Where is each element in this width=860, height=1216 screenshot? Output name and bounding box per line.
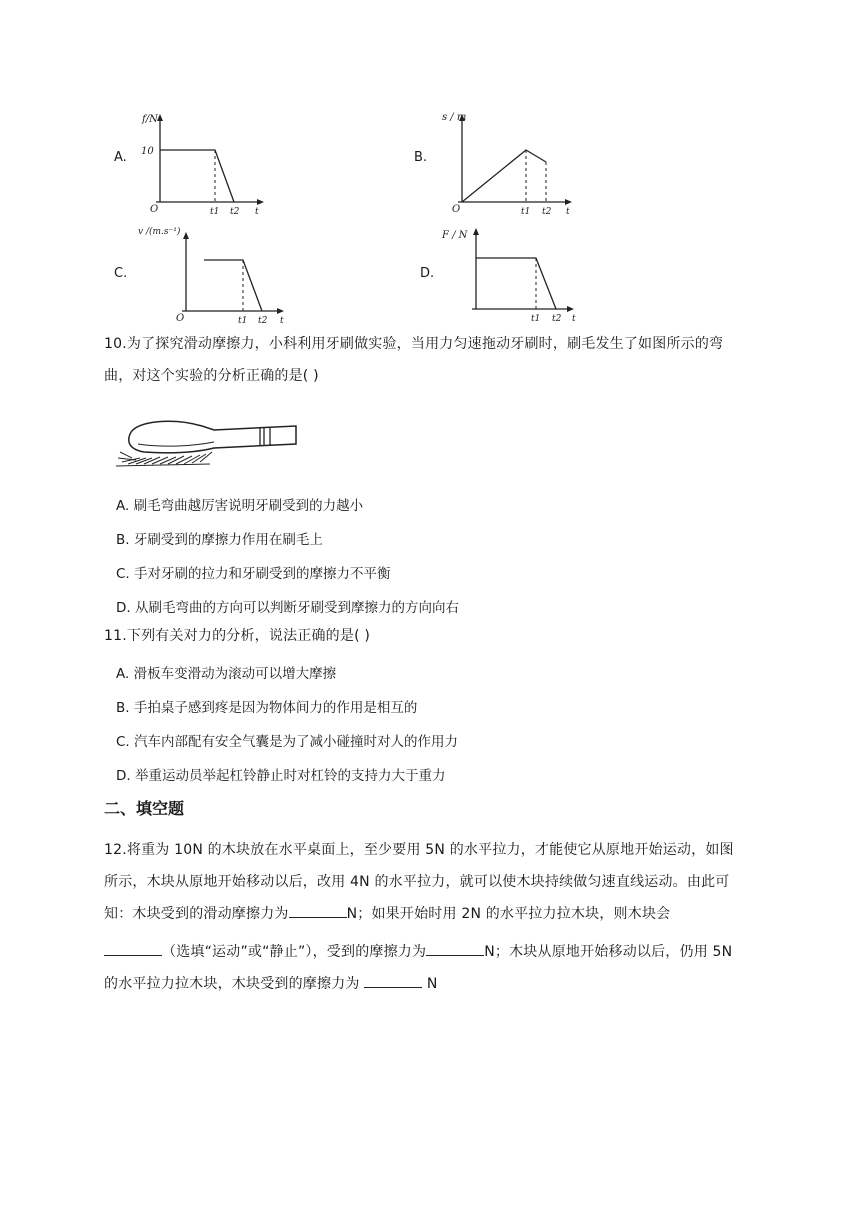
toothbrush-inner-line <box>138 442 214 446</box>
q12-line-3-text-b: N；如果开始时用 2N 的水平拉力拉木块，则木块会 <box>346 906 671 922</box>
option-d-letter: D. <box>420 266 435 281</box>
graph-a <box>138 110 288 215</box>
q11-choice-c: C. 汽车内部配有安全气囊是为了减小碰撞时对人的作用力 <box>116 734 459 750</box>
q10-choice-d: D. 从刷毛弯曲的方向可以判断牙刷受到摩擦力的方向向右 <box>116 600 459 616</box>
graph-b-y-label: s / m <box>442 112 467 123</box>
graph-b-line <box>462 150 546 202</box>
q12-line-5-text-a: 的水平拉力拉木块，木块受到的摩擦力为 <box>104 976 365 992</box>
graph-d-t-label: t <box>572 314 576 324</box>
q10-stem-line-1: 10.为了探究滑动摩擦力，小科利用牙刷做实验，当用力匀速拖动牙刷时，刷毛发生了如图所示的弯 <box>104 336 724 352</box>
blank-4[interactable] <box>364 973 422 988</box>
graph-a-x-arrow <box>257 199 264 205</box>
graph-d-line <box>476 258 556 309</box>
q10-stem-line-2: 曲，对这个实验的分析正确的是( ) <box>104 368 319 384</box>
graph-d-t2: t2 <box>552 314 562 324</box>
graph-a-y-arrow <box>157 114 163 121</box>
q12-line-3 <box>104 898 670 930</box>
toothbrush-bristles <box>116 452 212 466</box>
option-b-letter: B. <box>414 150 428 165</box>
q10-choice-a: A. 刷毛弯曲越厉害说明牙刷受到的力越小 <box>116 498 364 514</box>
q12-line-5-text-b: N <box>422 976 438 992</box>
graph-c-t2: t2 <box>258 316 268 326</box>
graph-a-y-tick: 10 <box>141 146 154 157</box>
graph-a-line <box>160 150 234 202</box>
graph-c-line <box>204 260 262 311</box>
graph-d-y-label: F / N <box>442 230 468 241</box>
graph-b <box>440 110 590 215</box>
blank-1[interactable] <box>289 903 347 918</box>
q11-choice-b: B. 手拍桌子感到疼是因为物体间力的作用是相互的 <box>116 700 418 716</box>
blank-3[interactable] <box>426 941 484 956</box>
q12-line-4-text-a: （选填“运动”或“静止”），受到的摩擦力为 <box>162 944 427 960</box>
graph-a-svg <box>138 110 288 215</box>
graph-c-y-arrow <box>183 232 189 239</box>
graph-a-origin: O <box>150 204 159 215</box>
q11-stem: 11.下列有关对力的分析，说法正确的是( ) <box>104 628 371 644</box>
graph-b-origin: O <box>452 204 461 215</box>
graph-d-y-arrow <box>473 228 479 235</box>
q12-line-2: 所示，木块从原地开始移动以后，改用 4N 的水平拉力，就可以使木块持续做匀速直线运动。由此可 <box>104 874 730 890</box>
option-a-letter: A. <box>114 150 127 165</box>
option-c-letter: C. <box>114 266 128 281</box>
graph-c-t-label: t <box>280 316 284 326</box>
graph-b-x-arrow <box>565 199 572 205</box>
graph-a-t2: t2 <box>230 207 240 217</box>
q11-choice-d: D. 举重运动员举起杠铃静止时对杠铃的支持力大于重力 <box>116 768 446 784</box>
graph-c <box>138 222 298 324</box>
graph-d-svg <box>438 222 598 324</box>
graph-a-t1: t1 <box>210 207 220 217</box>
graph-c-t1: t1 <box>238 316 248 326</box>
graph-b-svg <box>440 110 590 215</box>
q10-choice-c: C. 手对牙刷的拉力和牙刷受到的摩擦力不平衡 <box>116 566 391 582</box>
graph-d-x-arrow <box>567 306 574 312</box>
graph-c-svg <box>138 222 298 324</box>
q12-line-4-text-b: N；木块从原地开始移动以后，仍用 5N <box>484 944 733 960</box>
toothbrush-figure <box>114 414 304 474</box>
blank-2[interactable] <box>104 941 162 956</box>
graph-c-y-label: v /(m.s⁻¹) <box>138 227 181 237</box>
graph-b-t-label: t <box>566 207 570 217</box>
graph-a-y-label: f/N <box>142 114 158 125</box>
graph-b-t1: t1 <box>521 207 531 217</box>
q12-line-3-text-a: 知：木块受到的滑动摩擦力为 <box>104 906 289 922</box>
toothbrush-svg <box>114 414 304 474</box>
toothbrush-body <box>129 421 296 452</box>
q10-choice-b: B. 牙刷受到的摩擦力作用在刷毛上 <box>116 532 323 548</box>
graph-a-t-label: t <box>255 207 259 217</box>
graph-c-origin: O <box>176 313 185 324</box>
graph-d <box>438 222 598 324</box>
section-title: 二、填空题 <box>104 799 185 818</box>
graph-c-x-arrow <box>277 308 284 314</box>
q12-line-4 <box>104 936 732 968</box>
graph-d-t1: t1 <box>531 314 541 324</box>
q11-choice-a: A. 滑板车变滑动为滚动可以增大摩擦 <box>116 666 337 682</box>
q12-line-1: 12.将重为 10N 的木块放在水平桌面上，至少要用 5N 的水平拉力，才能使它从原地开始运动，如图 <box>104 842 734 858</box>
graph-b-t2: t2 <box>542 207 552 217</box>
q12-line-5 <box>104 968 438 1000</box>
